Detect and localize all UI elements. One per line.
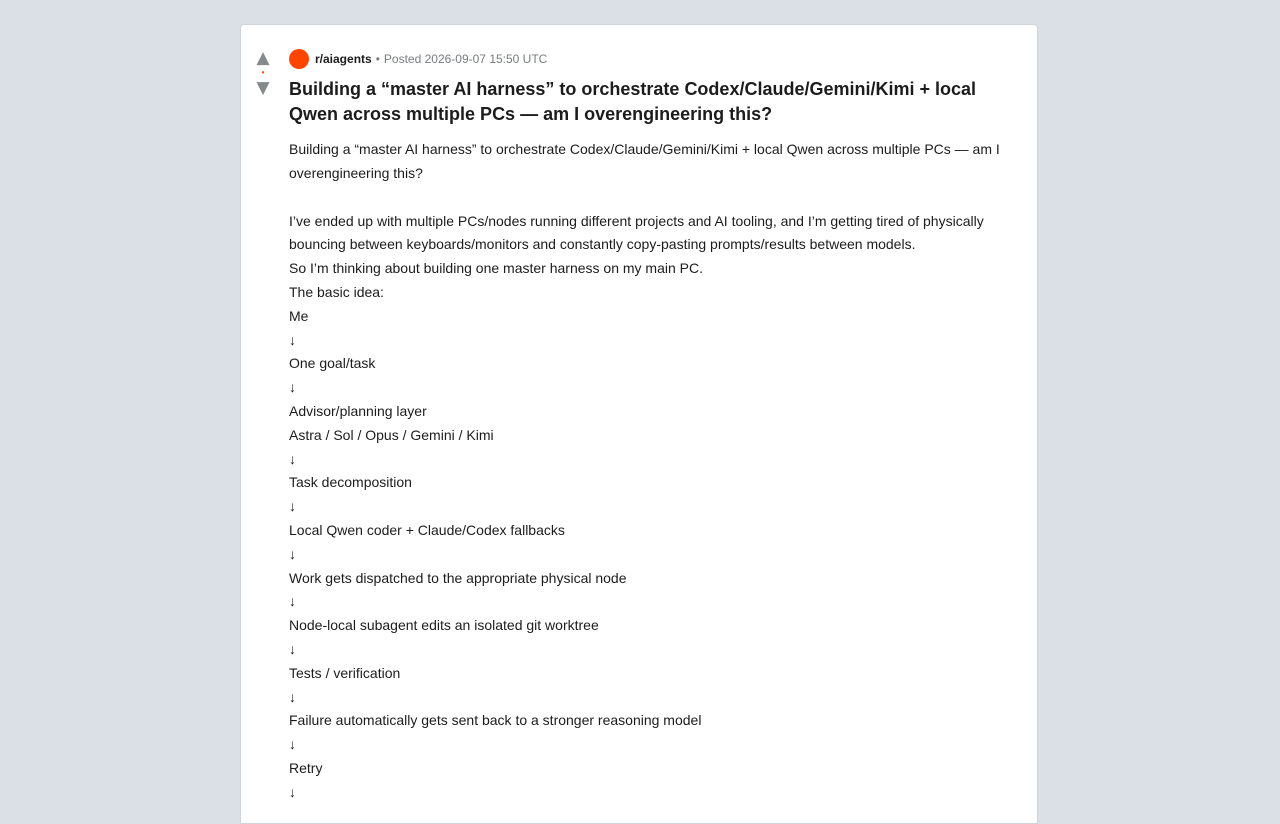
vote-score: • [261,68,265,77]
body-line: Work gets dispatched to the appropriate physical node [289,569,627,586]
body-line: ↓ [289,545,296,562]
body-line: ↓ [289,688,296,705]
vote-column [251,49,275,97]
meta-separator: • [375,52,380,66]
body-line: ↓ [289,736,296,753]
post-meta [289,49,1009,69]
body-line: Node-local subagent edits an isolated git worktree [289,617,599,634]
body-line: ↓ [289,331,296,348]
body-line: ↓ [289,379,296,396]
post-title[interactable]: Building a “master AI harness” to orchestrate Codex/Claude/Gemini/Kimi + local Qwen across multiple PCs — am I overengineering this? [289,79,977,124]
body-line: Tests / verification [289,664,401,681]
post-card [240,24,1038,824]
post-body [289,138,1009,805]
upvote-arrow-icon[interactable]: ▲ [256,48,270,68]
body-line: Advisor/planning layer [289,402,427,419]
body-line: One goal/task [289,355,376,372]
post-content [289,49,1009,805]
body-line: ↓ [289,640,296,657]
body-line: Astra / Sol / Opus / Gemini / Kimi [289,426,494,443]
body-line: Failure automatically gets sent back to a stronger reasoning model [289,712,702,729]
body-line: ↓ [289,450,296,467]
body-line: Local Qwen coder + Claude/Codex fallbacks [289,521,565,538]
body-line: ↓ [289,783,296,800]
body-line: ↓ [289,498,296,515]
body-line: So I’m thinking about building one master harness on my main PC. [289,260,703,277]
body-spacer [289,186,1009,210]
post-timestamp: Posted 2026-09-07 15:50 UTC [383,52,548,66]
body-line: The basic idea: [289,283,384,300]
subreddit-avatar-icon[interactable] [289,49,309,69]
downvote-arrow-icon[interactable]: ▼ [256,78,270,98]
body-line: Building a “master AI harness” to orchestrate Codex/Claude/Gemini/Kimi + local Qwen across multiple PCs — am I overengineering this? [289,141,1000,181]
body-line: I’ve ended up with multiple PCs/nodes running different projects and AI tooling, and I’m getting tired of physically bouncing between keyboards/monitors and constantly copy-pasting prompts/results between models. [289,212,984,253]
body-line: Retry [289,759,323,776]
subreddit-link[interactable]: r/aiagents [315,52,372,66]
body-line: Me [289,307,309,324]
body-line: ↓ [289,593,296,610]
body-line: Task decomposition [289,474,412,491]
